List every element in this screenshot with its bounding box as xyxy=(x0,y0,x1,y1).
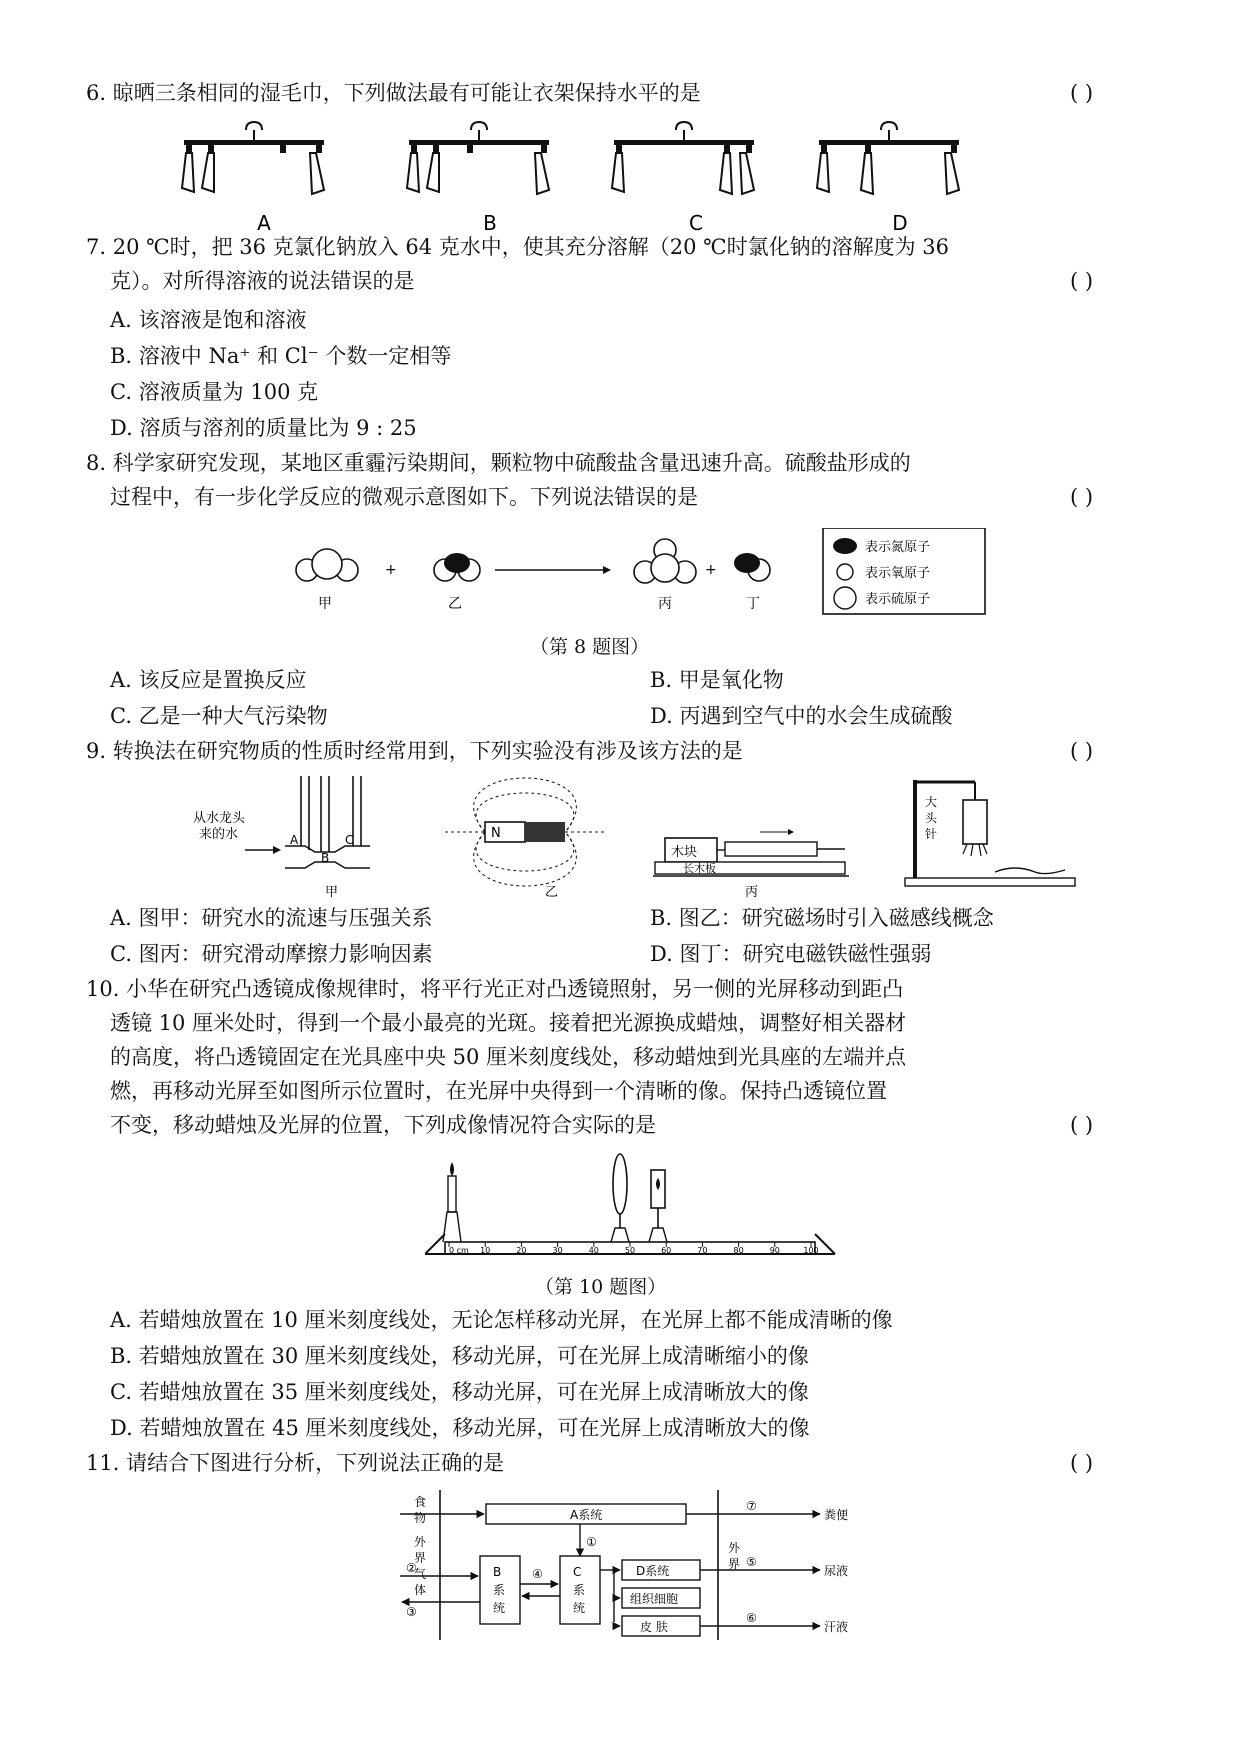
q7-option-b: B. 溶液中 Na⁺ 和 Cl⁻ 个数一定相等 xyxy=(110,344,452,368)
svg-text:组织细胞: 组织细胞 xyxy=(630,1592,679,1606)
svg-text:B: B xyxy=(321,851,330,865)
legend-oxygen: 表示氧原子 xyxy=(865,566,931,581)
fig-label-bing: 丙 xyxy=(745,885,759,900)
q10-answer-paren: ( ) xyxy=(1070,1113,1094,1137)
legend-nitrogen: 表示氮原子 xyxy=(865,540,931,555)
svg-text:③: ③ xyxy=(406,1605,417,1619)
q6-hanger-figures xyxy=(180,120,1080,235)
svg-text:统: 统 xyxy=(573,1601,586,1615)
fig-yi xyxy=(445,778,605,900)
q11-stem: 11. 请结合下图进行分析，下列说法正确的是 xyxy=(86,1451,505,1475)
hanger-label-b: B xyxy=(483,211,497,235)
svg-text:N: N xyxy=(491,826,501,841)
fig-label-yi: 乙 xyxy=(545,885,559,900)
molecule-jia xyxy=(296,549,358,581)
molecule-ding xyxy=(734,553,770,581)
svg-text:C: C xyxy=(345,833,354,847)
q10-stem-line1: 10. 小华在研究凸透镜成像规律时，将平行光正对凸透镜照射，另一侧的光屏移动到距凸 xyxy=(86,977,904,1001)
svg-text:气: 气 xyxy=(414,1567,427,1581)
q7-option-d: D. 溶质与溶剂的质量比为 9 : 25 xyxy=(110,416,417,440)
svg-text:皮 肤: 皮 肤 xyxy=(640,1620,668,1634)
q6-stem: 6. 晾晒三条相同的湿毛巾，下列做法最有可能让衣架保持水平的是 xyxy=(86,81,701,105)
ruler-tick-label: 40 xyxy=(588,1246,599,1255)
ruler-tick-label: 20 xyxy=(516,1246,527,1255)
svg-text:大: 大 xyxy=(925,795,938,809)
q8-option-d: D. 丙遇到空气中的水会生成硫酸 xyxy=(650,704,953,728)
ruler-tick-label: 100 xyxy=(803,1246,819,1255)
q9-stem: 9. 转换法在研究物质的性质时经常用到，下列实验没有涉及该方法的是 xyxy=(86,739,743,763)
svg-text:头: 头 xyxy=(925,811,938,825)
svg-text:统: 统 xyxy=(493,1601,506,1615)
svg-text:粪便: 粪便 xyxy=(824,1508,849,1522)
convex-lens xyxy=(611,1154,629,1242)
ruler-tick-label: 80 xyxy=(733,1246,744,1255)
hanger-c xyxy=(612,122,754,194)
q8-caption: （第 8 题图） xyxy=(530,636,650,658)
q10-option-c: C. 若蜡烛放置在 35 厘米刻度线处，移动光屏，可在光屏上成清晰放大的像 xyxy=(110,1380,809,1404)
svg-text:+: + xyxy=(385,562,397,578)
ruler-tick-label: 30 xyxy=(552,1246,563,1255)
fig-label-jia: 甲 xyxy=(325,885,339,900)
svg-text:汗液: 汗液 xyxy=(824,1620,849,1634)
q8-answer-paren: ( ) xyxy=(1070,485,1094,509)
svg-text:⑦: ⑦ xyxy=(746,1499,757,1513)
hanger-label-c: C xyxy=(689,211,703,235)
hanger-b xyxy=(407,122,549,194)
q8-stem-line1: 8. 科学家研究发现，某地区重霾污染期间，颗粒物中硫酸盐含量迅速升高。硫酸盐形成的 xyxy=(86,451,911,475)
q10-stem-line3: 的高度，将凸透镜固定在光具座中央 50 厘米刻度线处，移动蜡烛到光具座的左端并点 xyxy=(110,1045,907,1069)
svg-text:从水龙头: 从水龙头 xyxy=(193,811,246,826)
svg-text:来的水: 来的水 xyxy=(199,827,239,842)
svg-text:A: A xyxy=(290,833,299,847)
svg-text:②: ② xyxy=(406,1561,417,1575)
svg-text:+: + xyxy=(705,562,717,578)
label-bing: 丙 xyxy=(658,596,672,612)
svg-text:C: C xyxy=(573,1565,582,1579)
q9-option-a: A. 图甲：研究水的流速与压强关系 xyxy=(110,906,433,930)
svg-text:外: 外 xyxy=(728,1541,741,1555)
svg-text:⑤: ⑤ xyxy=(746,1555,757,1569)
light-screen xyxy=(649,1170,667,1242)
q10-optical-bench xyxy=(425,1150,845,1270)
label-yi: 乙 xyxy=(448,596,462,612)
svg-text:外: 外 xyxy=(414,1535,427,1549)
svg-text:⑥: ⑥ xyxy=(746,1611,757,1625)
q7-answer-paren: ( ) xyxy=(1070,269,1094,293)
svg-text:D系统: D系统 xyxy=(636,1564,670,1578)
q9-option-c: C. 图丙：研究滑动摩擦力影响因素 xyxy=(110,942,433,966)
hanger-label-d: D xyxy=(892,211,908,235)
q9-option-d: D. 图丁：研究电磁铁磁性强弱 xyxy=(650,942,932,966)
svg-text:系: 系 xyxy=(573,1583,586,1597)
q8-option-a: A. 该反应是置换反应 xyxy=(110,668,307,692)
ruler-tick-label: 0 cm xyxy=(449,1246,469,1255)
q10-stem-line5: 不变，移动蜡烛及光屏的位置，下列成像情况符合实际的是 xyxy=(110,1113,656,1137)
q10-stem-line2: 透镜 10 厘米处时，得到一个最小最亮的光斑。接着把光源换成蜡烛，调整好相关器材 xyxy=(110,1011,907,1035)
q9-option-b: B. 图乙：研究磁场时引入磁感线概念 xyxy=(650,906,994,930)
svg-text:A系统: A系统 xyxy=(570,1508,603,1522)
q11-body-systems-diagram xyxy=(400,1490,920,1640)
svg-text:长木板: 长木板 xyxy=(683,862,716,875)
q10-stem-line4: 燃，再移动光屏至如图所示位置时，在光屏中央得到一个清晰的像。保持凸透镜位置 xyxy=(110,1079,887,1103)
ruler-tick-label: 10 xyxy=(480,1246,491,1255)
hanger-a xyxy=(182,122,324,194)
q10-option-a: A. 若蜡烛放置在 10 厘米刻度线处，无论怎样移动光屏，在光屏上都不能成清晰的像 xyxy=(110,1308,893,1332)
candle xyxy=(443,1162,461,1242)
label-jia: 甲 xyxy=(318,596,332,612)
svg-text:尿液: 尿液 xyxy=(824,1564,849,1578)
q7-option-a: A. 该溶液是饱和溶液 xyxy=(110,308,307,332)
svg-text:界: 界 xyxy=(414,1551,427,1565)
q8-option-c: C. 乙是一种大气污染物 xyxy=(110,704,328,728)
svg-text:木块: 木块 xyxy=(671,845,698,860)
q6-answer-paren: ( ) xyxy=(1070,81,1094,105)
q7-option-c: C. 溶液质量为 100 克 xyxy=(110,380,319,404)
q9-experiment-figures xyxy=(185,770,1115,900)
q7-stem-line1: 7. 20 ℃时，把 36 克氯化钠放入 64 克水中，使其充分溶解（20 ℃时氯化钠的溶解度为 36 xyxy=(86,235,950,259)
svg-text:食: 食 xyxy=(414,1495,427,1509)
q11-answer-paren: ( ) xyxy=(1070,1451,1094,1475)
q8-reaction-diagram xyxy=(285,528,1075,628)
svg-text:系: 系 xyxy=(493,1583,506,1597)
hanger-label-a: A xyxy=(257,211,271,235)
molecule-bing xyxy=(634,539,696,583)
svg-text:物: 物 xyxy=(414,1511,427,1525)
q7-stem-line2: 克）。对所得溶液的说法错误的是 xyxy=(110,269,415,293)
q8-stem-line2: 过程中，有一步化学反应的微观示意图如下。下列说法错误的是 xyxy=(110,485,698,509)
fig-bing xyxy=(653,829,849,900)
q10-caption: （第 10 题图） xyxy=(535,1276,667,1298)
ruler-tick-label: 60 xyxy=(661,1246,672,1255)
fig-jia xyxy=(193,776,370,900)
hanger-d xyxy=(817,122,959,194)
svg-text:④: ④ xyxy=(532,1567,543,1581)
q10-option-d: D. 若蜡烛放置在 45 厘米刻度线处，移动光屏，可在光屏上成清晰放大的像 xyxy=(110,1416,810,1440)
svg-text:B: B xyxy=(493,1565,502,1579)
ruler-tick-label: 50 xyxy=(624,1246,636,1255)
q9-answer-paren: ( ) xyxy=(1070,739,1094,763)
svg-text:①: ① xyxy=(586,1535,597,1549)
ruler-tick-label: 70 xyxy=(697,1246,708,1255)
svg-text:界: 界 xyxy=(728,1557,741,1571)
q8-option-b: B. 甲是氧化物 xyxy=(650,668,784,692)
molecule-yi xyxy=(434,553,480,581)
label-ding: 丁 xyxy=(746,596,760,612)
fig-ding xyxy=(905,780,1075,886)
svg-text:针: 针 xyxy=(925,827,938,841)
q10-option-b: B. 若蜡烛放置在 30 厘米刻度线处，移动光屏，可在光屏上成清晰缩小的像 xyxy=(110,1344,809,1368)
svg-text:体: 体 xyxy=(414,1583,427,1597)
legend-sulfur: 表示硫原子 xyxy=(865,592,931,607)
ruler-tick-label: 90 xyxy=(769,1246,780,1255)
